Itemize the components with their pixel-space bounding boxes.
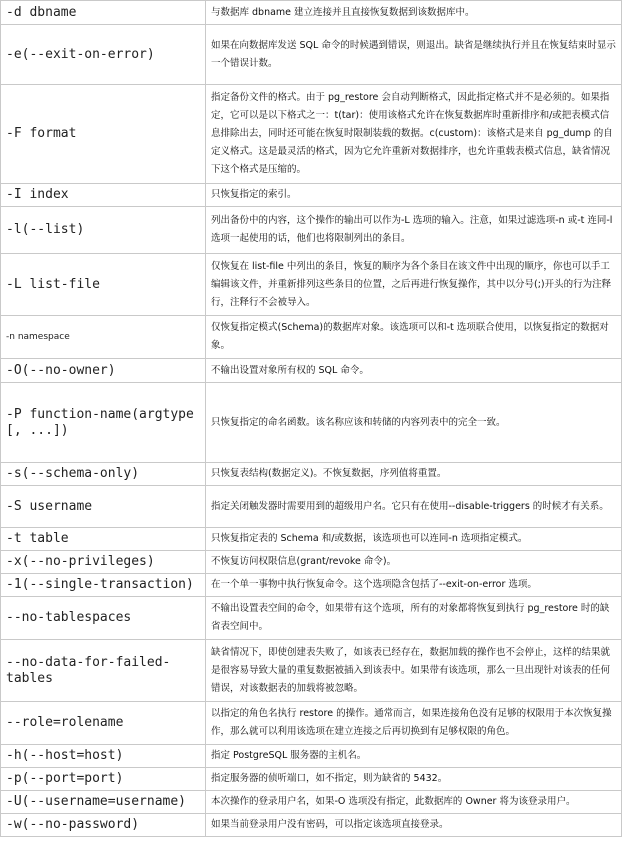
- table-row: [1, 25, 622, 85]
- option-name: -1(--single-transaction): [1, 574, 206, 597]
- option-description: 仅恢复在 list-file 中列出的条目，恢复的顺序为各个条目在该文件中出现的顺序，你也可以手工编辑该文件，并重新排列这些条目的位置，之后再进行恢复操作，其中以分号(;)开头的行为注释行，注释行不会被导入。: [206, 254, 622, 316]
- option-name: -O(--no-owner): [1, 359, 206, 383]
- table-row: [1, 574, 622, 597]
- table-row: [1, 768, 622, 791]
- table-row: [1, 1, 622, 25]
- option-description: 列出备份中的内容，这个操作的输出可以作为-L 选项的输入。注意，如果过滤选项-n 或-t 连同-l 选项一起使用的话，他们也将限制列出的条目。: [206, 207, 622, 254]
- table-row: [1, 184, 622, 207]
- option-name: -w(--no-password): [1, 814, 206, 837]
- option-description: 仅恢复指定模式(Schema)的数据库对象。该选项可以和-t 选项联合使用，以恢复指定的数据对象。: [206, 316, 622, 359]
- option-name: --role=rolename: [1, 702, 206, 745]
- table-row: [1, 702, 622, 745]
- option-name: -P function-name(argtype [, ...]): [1, 383, 206, 463]
- table-row: [1, 463, 622, 486]
- option-description: 指定关闭触发器时需要用到的超级用户名。它只有在使用--disable-triggers 的时候才有关系。: [206, 486, 622, 528]
- option-name: -n namespace: [1, 316, 206, 359]
- table-row: [1, 254, 622, 316]
- table-row: [1, 316, 622, 359]
- option-name: --no-tablespaces: [1, 597, 206, 640]
- option-name: -s(--schema-only): [1, 463, 206, 486]
- option-description: 不输出设置表空间的命令，如果带有这个选项，所有的对象都将恢复到执行 pg_restore 时的缺省表空间中。: [206, 597, 622, 640]
- table-row: [1, 791, 622, 814]
- option-description: 只恢复表结构(数据定义)。不恢复数据，序列值将重置。: [206, 463, 622, 486]
- table-row: [1, 383, 622, 463]
- option-name: -I index: [1, 184, 206, 207]
- option-description: 只恢复指定的索引。: [206, 184, 622, 207]
- option-name: -x(--no-privileges): [1, 551, 206, 574]
- option-description: 在一个单一事物中执行恢复命令。这个选项隐含包括了--exit-on-error 选项。: [206, 574, 622, 597]
- table-row: [1, 814, 622, 837]
- option-name: -h(--host=host): [1, 745, 206, 768]
- option-name: -l(--list): [1, 207, 206, 254]
- option-description: 只恢复指定表的 Schema 和/或数据，该选项也可以连同-n 选项指定模式。: [206, 528, 622, 551]
- option-description: 指定服务器的侦听端口，如不指定，则为缺省的 5432。: [206, 768, 622, 791]
- option-description: 不恢复访问权限信息(grant/revoke 命令)。: [206, 551, 622, 574]
- option-name: -t table: [1, 528, 206, 551]
- option-name: --no-data-for-failed-tables: [1, 640, 206, 702]
- table-row: [1, 528, 622, 551]
- option-description: 缺省情况下，即使创建表失败了，如该表已经存在，数据加载的操作也不会停止，这样的结果就是很容易导致大量的重复数据被插入到该表中。如果带有该选项，那么一旦出现针对该表的任何错误，对该数据表的加载将被忽略。: [206, 640, 622, 702]
- table-row: [1, 486, 622, 528]
- option-description: 本次操作的登录用户名，如果-O 选项没有指定，此数据库的 Owner 将为该登录用户。: [206, 791, 622, 814]
- option-name: -S username: [1, 486, 206, 528]
- option-description: 指定备份文件的格式。由于 pg_restore 会自动判断格式，因此指定格式并不是必须的。如果指定，它可以是以下格式之一：t(tar)：使用该格式允许在恢复数据库时重新排序和/或把表模式信息排除出去，同时还可能在恢复时限制装载的数据。c(custom)：该格式是来自 pg_dump 的自定义格式。这是最灵活的格式，因为它允许重新对数据排序，也允许重载表模式信息，缺省情况下这个格式是压缩的。: [206, 85, 622, 184]
- option-description: 只恢复指定的命名函数。该名称应该和转储的内容列表中的完全一致。: [206, 383, 622, 463]
- option-name: -e(--exit-on-error): [1, 25, 206, 85]
- table-row: [1, 359, 622, 383]
- option-name: -d dbname: [1, 1, 206, 25]
- option-name: -L list-file: [1, 254, 206, 316]
- table-row: [1, 551, 622, 574]
- option-name: -F format: [1, 85, 206, 184]
- option-description: 不输出设置对象所有权的 SQL 命令。: [206, 359, 622, 383]
- table-row: [1, 207, 622, 254]
- option-description: 以指定的角色名执行 restore 的操作。通常而言，如果连接角色没有足够的权限用于本次恢复操作，那么就可以利用该选项在建立连接之后再切换到有足够权限的角色。: [206, 702, 622, 745]
- option-name: -p(--port=port): [1, 768, 206, 791]
- option-description: 如果在向数据库发送 SQL 命令的时候遇到错误，则退出。缺省是继续执行并且在恢复结束时显示一个错误计数。: [206, 25, 622, 85]
- option-description: 与数据库 dbname 建立连接并且直接恢复数据到该数据库中。: [206, 1, 622, 25]
- table-row: [1, 597, 622, 640]
- table-row: [1, 745, 622, 768]
- table-row: [1, 640, 622, 702]
- option-description: 指定 PostgreSQL 服务器的主机名。: [206, 745, 622, 768]
- option-name: -U(--username=username): [1, 791, 206, 814]
- table-row: [1, 85, 622, 184]
- option-description: 如果当前登录用户没有密码，可以指定该选项直接登录。: [206, 814, 622, 837]
